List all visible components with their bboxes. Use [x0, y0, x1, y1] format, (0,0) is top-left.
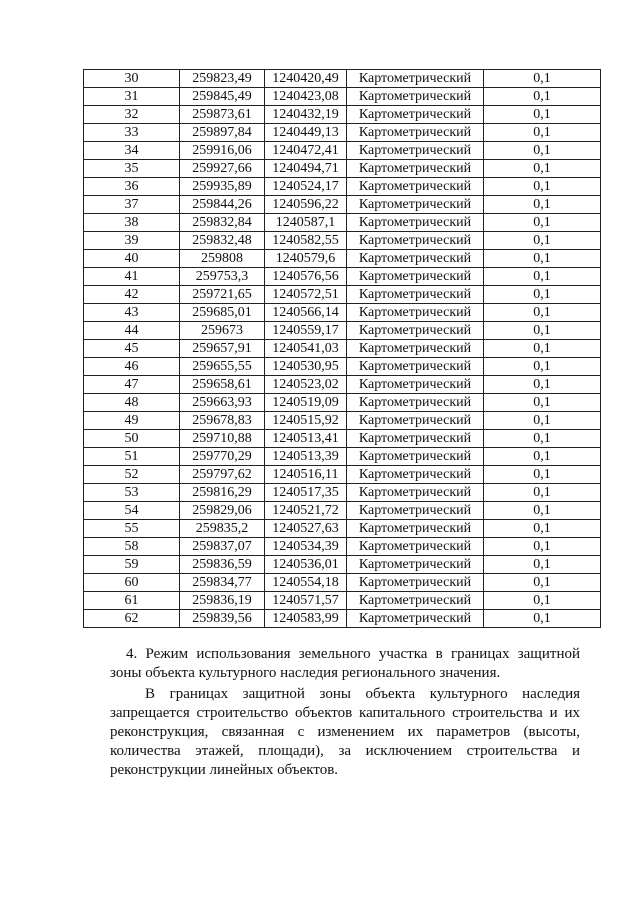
method-cell: Картометрический: [347, 178, 484, 196]
accuracy-cell: 0,1: [484, 322, 601, 340]
point-number-cell: 31: [84, 88, 180, 106]
table-row: [84, 88, 601, 106]
y-coordinate-cell: 1240472,41: [265, 142, 347, 160]
point-number-cell: 61: [84, 592, 180, 610]
accuracy-cell: 0,1: [484, 142, 601, 160]
x-coordinate-cell: 259816,29: [180, 484, 265, 502]
table-row: [84, 430, 601, 448]
x-coordinate-cell: 259873,61: [180, 106, 265, 124]
accuracy-cell: 0,1: [484, 556, 601, 574]
accuracy-cell: 0,1: [484, 124, 601, 142]
y-coordinate-cell: 1240534,39: [265, 538, 347, 556]
y-coordinate-cell: 1240513,41: [265, 430, 347, 448]
accuracy-cell: 0,1: [484, 70, 601, 88]
accuracy-cell: 0,1: [484, 520, 601, 538]
method-cell: Картометрический: [347, 268, 484, 286]
point-number-cell: 54: [84, 502, 180, 520]
method-cell: Картометрический: [347, 556, 484, 574]
x-coordinate-cell: 259678,83: [180, 412, 265, 430]
y-coordinate-cell: 1240559,17: [265, 322, 347, 340]
table-row: [84, 214, 601, 232]
table-row: [84, 412, 601, 430]
x-coordinate-cell: 259673: [180, 322, 265, 340]
table-row: [84, 466, 601, 484]
method-cell: Картометрический: [347, 70, 484, 88]
point-number-cell: 32: [84, 106, 180, 124]
x-coordinate-cell: 259935,89: [180, 178, 265, 196]
accuracy-cell: 0,1: [484, 394, 601, 412]
method-cell: Картометрический: [347, 430, 484, 448]
accuracy-cell: 0,1: [484, 250, 601, 268]
method-cell: Картометрический: [347, 466, 484, 484]
table-row: [84, 376, 601, 394]
method-cell: Картометрический: [347, 286, 484, 304]
y-coordinate-cell: 1240576,56: [265, 268, 347, 286]
method-cell: Картометрический: [347, 232, 484, 250]
accuracy-cell: 0,1: [484, 592, 601, 610]
accuracy-cell: 0,1: [484, 466, 601, 484]
accuracy-cell: 0,1: [484, 430, 601, 448]
x-coordinate-cell: 259832,84: [180, 214, 265, 232]
table-row: [84, 178, 601, 196]
accuracy-cell: 0,1: [484, 502, 601, 520]
accuracy-cell: 0,1: [484, 88, 601, 106]
y-coordinate-cell: 1240423,08: [265, 88, 347, 106]
point-number-cell: 59: [84, 556, 180, 574]
point-number-cell: 38: [84, 214, 180, 232]
y-coordinate-cell: 1240449,13: [265, 124, 347, 142]
y-coordinate-cell: 1240517,35: [265, 484, 347, 502]
y-coordinate-cell: 1240527,63: [265, 520, 347, 538]
point-number-cell: 42: [84, 286, 180, 304]
point-number-cell: 34: [84, 142, 180, 160]
table-row: [84, 358, 601, 376]
accuracy-cell: 0,1: [484, 610, 601, 628]
method-cell: Картометрический: [347, 448, 484, 466]
table-row: [84, 160, 601, 178]
method-cell: Картометрический: [347, 610, 484, 628]
point-number-cell: 46: [84, 358, 180, 376]
method-cell: Картометрический: [347, 538, 484, 556]
table-row: [84, 70, 601, 88]
coordinates-table-body: [84, 70, 601, 628]
y-coordinate-cell: 1240494,71: [265, 160, 347, 178]
y-coordinate-cell: 1240566,14: [265, 304, 347, 322]
y-coordinate-cell: 1240541,03: [265, 340, 347, 358]
x-coordinate-cell: 259844,26: [180, 196, 265, 214]
method-cell: Картометрический: [347, 376, 484, 394]
y-coordinate-cell: 1240530,95: [265, 358, 347, 376]
accuracy-cell: 0,1: [484, 304, 601, 322]
accuracy-cell: 0,1: [484, 412, 601, 430]
point-number-cell: 41: [84, 268, 180, 286]
x-coordinate-cell: 259836,19: [180, 592, 265, 610]
point-number-cell: 43: [84, 304, 180, 322]
point-number-cell: 39: [84, 232, 180, 250]
table-row: [84, 196, 601, 214]
table-row: [84, 448, 601, 466]
x-coordinate-cell: 259655,55: [180, 358, 265, 376]
point-number-cell: 51: [84, 448, 180, 466]
method-cell: Картометрический: [347, 142, 484, 160]
x-coordinate-cell: 259845,49: [180, 88, 265, 106]
point-number-cell: 36: [84, 178, 180, 196]
x-coordinate-cell: 259832,48: [180, 232, 265, 250]
point-number-cell: 55: [84, 520, 180, 538]
accuracy-cell: 0,1: [484, 268, 601, 286]
y-coordinate-cell: 1240524,17: [265, 178, 347, 196]
point-number-cell: 47: [84, 376, 180, 394]
method-cell: Картометрический: [347, 88, 484, 106]
section-text: [110, 645, 580, 780]
accuracy-cell: 0,1: [484, 106, 601, 124]
accuracy-cell: 0,1: [484, 484, 601, 502]
table-row: [84, 520, 601, 538]
method-cell: Картометрический: [347, 574, 484, 592]
accuracy-cell: 0,1: [484, 232, 601, 250]
x-coordinate-cell: 259829,06: [180, 502, 265, 520]
accuracy-cell: 0,1: [484, 448, 601, 466]
accuracy-cell: 0,1: [484, 574, 601, 592]
y-coordinate-cell: 1240583,99: [265, 610, 347, 628]
point-number-cell: 60: [84, 574, 180, 592]
method-cell: Картометрический: [347, 160, 484, 178]
x-coordinate-cell: 259685,01: [180, 304, 265, 322]
method-cell: Картометрический: [347, 520, 484, 538]
table-row: [84, 574, 601, 592]
accuracy-cell: 0,1: [484, 160, 601, 178]
point-number-cell: 35: [84, 160, 180, 178]
point-number-cell: 50: [84, 430, 180, 448]
x-coordinate-cell: 259663,93: [180, 394, 265, 412]
y-coordinate-cell: 1240536,01: [265, 556, 347, 574]
y-coordinate-cell: 1240572,51: [265, 286, 347, 304]
coordinates-table: [83, 69, 601, 628]
y-coordinate-cell: 1240571,57: [265, 592, 347, 610]
point-number-cell: 53: [84, 484, 180, 502]
method-cell: Картометрический: [347, 214, 484, 232]
point-number-cell: 58: [84, 538, 180, 556]
table-row: [84, 142, 601, 160]
y-coordinate-cell: 1240596,22: [265, 196, 347, 214]
method-cell: Картометрический: [347, 106, 484, 124]
x-coordinate-cell: 259839,56: [180, 610, 265, 628]
method-cell: Картометрический: [347, 322, 484, 340]
method-cell: Картометрический: [347, 394, 484, 412]
x-coordinate-cell: 259721,65: [180, 286, 265, 304]
point-number-cell: 40: [84, 250, 180, 268]
table-row: [84, 556, 601, 574]
x-coordinate-cell: 259836,59: [180, 556, 265, 574]
accuracy-cell: 0,1: [484, 196, 601, 214]
x-coordinate-cell: 259835,2: [180, 520, 265, 538]
table-row: [84, 502, 601, 520]
accuracy-cell: 0,1: [484, 286, 601, 304]
table-row: [84, 484, 601, 502]
x-coordinate-cell: 259837,07: [180, 538, 265, 556]
x-coordinate-cell: 259657,91: [180, 340, 265, 358]
table-row: [84, 232, 601, 250]
y-coordinate-cell: 1240513,39: [265, 448, 347, 466]
method-cell: Картометрический: [347, 340, 484, 358]
point-number-cell: 49: [84, 412, 180, 430]
point-number-cell: 52: [84, 466, 180, 484]
x-coordinate-cell: 259710,88: [180, 430, 265, 448]
accuracy-cell: 0,1: [484, 214, 601, 232]
y-coordinate-cell: 1240554,18: [265, 574, 347, 592]
accuracy-cell: 0,1: [484, 376, 601, 394]
x-coordinate-cell: 259927,66: [180, 160, 265, 178]
table-row: [84, 340, 601, 358]
y-coordinate-cell: 1240519,09: [265, 394, 347, 412]
point-number-cell: 48: [84, 394, 180, 412]
method-cell: Картометрический: [347, 124, 484, 142]
accuracy-cell: 0,1: [484, 538, 601, 556]
y-coordinate-cell: 1240432,19: [265, 106, 347, 124]
point-number-cell: 62: [84, 610, 180, 628]
x-coordinate-cell: 259916,06: [180, 142, 265, 160]
table-row: [84, 322, 601, 340]
method-cell: Картометрический: [347, 196, 484, 214]
y-coordinate-cell: 1240523,02: [265, 376, 347, 394]
y-coordinate-cell: 1240579,6: [265, 250, 347, 268]
table-row: [84, 304, 601, 322]
point-number-cell: 45: [84, 340, 180, 358]
x-coordinate-cell: 259834,77: [180, 574, 265, 592]
x-coordinate-cell: 259753,3: [180, 268, 265, 286]
y-coordinate-cell: 1240587,1: [265, 214, 347, 232]
table-row: [84, 106, 601, 124]
table-row: [84, 610, 601, 628]
table-row: [84, 592, 601, 610]
table-row: [84, 538, 601, 556]
accuracy-cell: 0,1: [484, 178, 601, 196]
table-row: [84, 286, 601, 304]
method-cell: Картометрический: [347, 250, 484, 268]
method-cell: Картометрический: [347, 484, 484, 502]
table-row: [84, 394, 601, 412]
y-coordinate-cell: 1240516,11: [265, 466, 347, 484]
y-coordinate-cell: 1240521,72: [265, 502, 347, 520]
method-cell: Картометрический: [347, 592, 484, 610]
method-cell: Картометрический: [347, 358, 484, 376]
point-number-cell: 30: [84, 70, 180, 88]
y-coordinate-cell: 1240420,49: [265, 70, 347, 88]
accuracy-cell: 0,1: [484, 358, 601, 376]
method-cell: Картометрический: [347, 304, 484, 322]
x-coordinate-cell: 259770,29: [180, 448, 265, 466]
section-body: В границах защитной зоны объекта культурного наследия запрещается строительство объектов капитального строительства и их реконструкция, связанная с изменением их параметров (высоты, количества этажей, площади), за исключением строительства и реконструкции линейных объектов.: [110, 686, 580, 778]
point-number-cell: 37: [84, 196, 180, 214]
table-row: [84, 268, 601, 286]
x-coordinate-cell: 259808: [180, 250, 265, 268]
x-coordinate-cell: 259897,84: [180, 124, 265, 142]
y-coordinate-cell: 1240515,92: [265, 412, 347, 430]
x-coordinate-cell: 259823,49: [180, 70, 265, 88]
method-cell: Картометрический: [347, 502, 484, 520]
section-heading: 4. Режим использования земельного участка в границах защитной зоны объекта культурного наследия регионального значения.: [110, 646, 580, 681]
table-row: [84, 250, 601, 268]
point-number-cell: 33: [84, 124, 180, 142]
table-row: [84, 124, 601, 142]
point-number-cell: 44: [84, 322, 180, 340]
method-cell: Картометрический: [347, 412, 484, 430]
accuracy-cell: 0,1: [484, 340, 601, 358]
y-coordinate-cell: 1240582,55: [265, 232, 347, 250]
x-coordinate-cell: 259658,61: [180, 376, 265, 394]
x-coordinate-cell: 259797,62: [180, 466, 265, 484]
